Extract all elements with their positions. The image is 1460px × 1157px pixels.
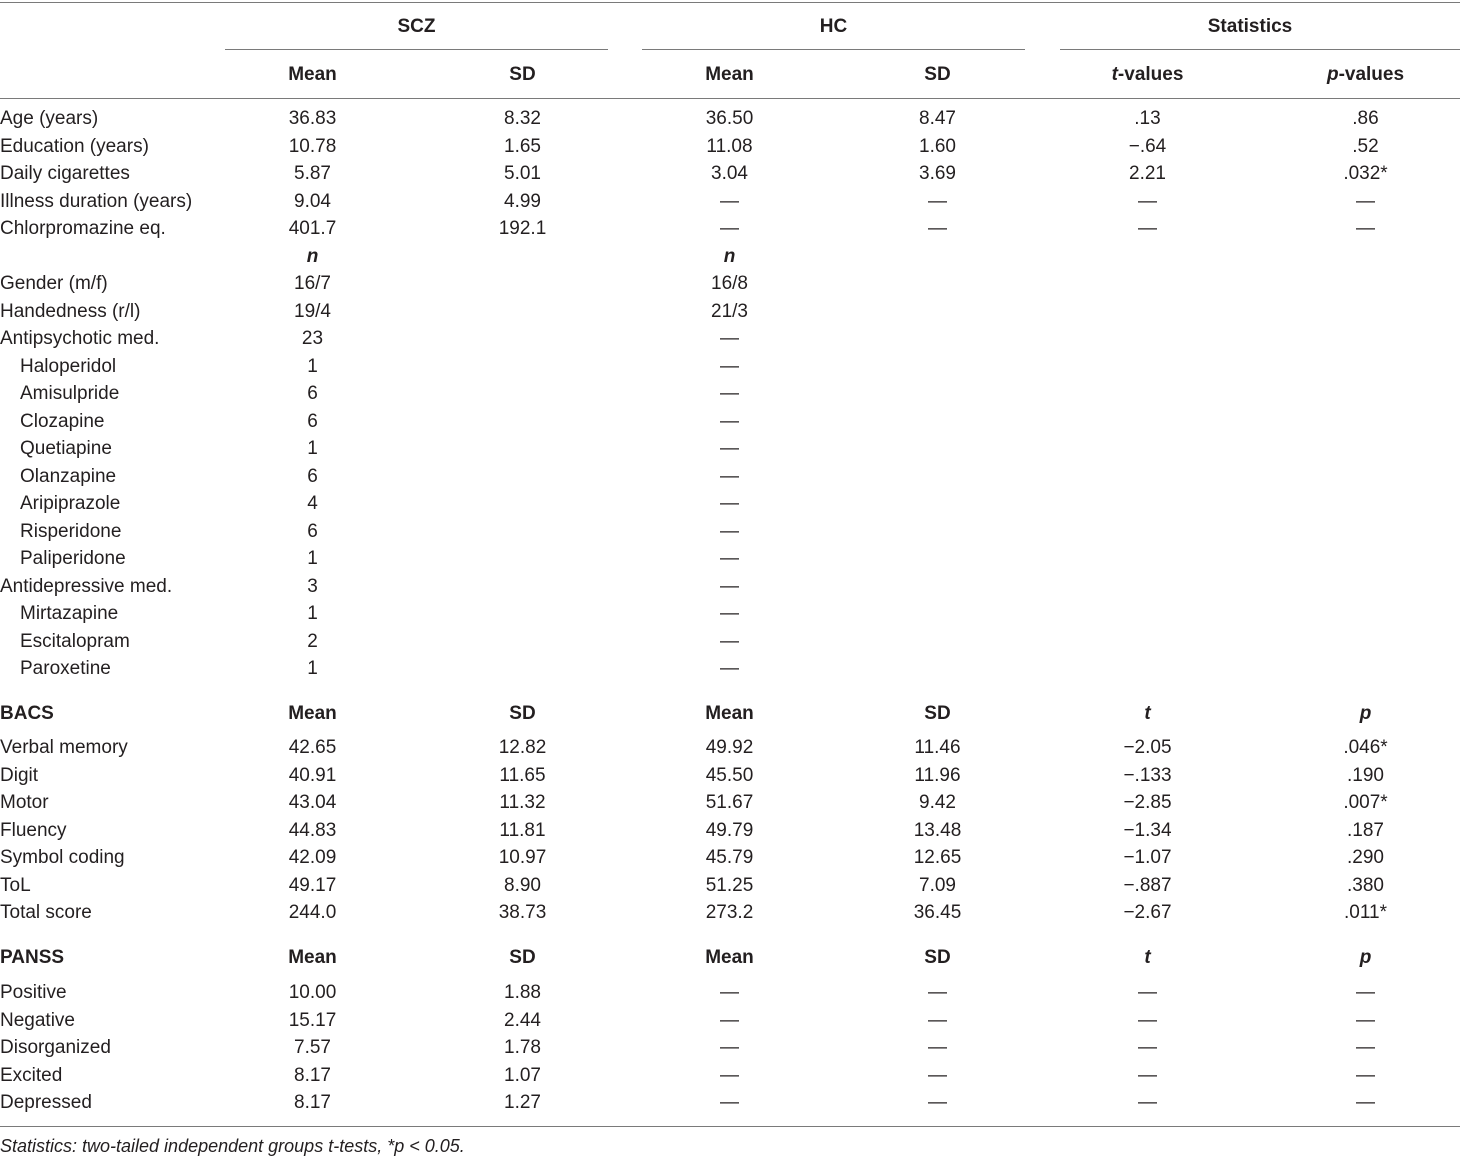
cell-scz-mean: 42.65 [288, 737, 337, 758]
cell-scz-sd: 192.1 [498, 218, 547, 239]
cell-p-value: .032* [1343, 163, 1388, 184]
cell-label: Amisulpride [20, 383, 120, 404]
cell-label: ToL [0, 874, 31, 896]
cell-t-value: — [1138, 190, 1157, 212]
panss-header-scz-sd: SD [509, 947, 536, 968]
cell-label: Clozapine [20, 410, 105, 432]
table-row [0, 735, 1460, 761]
cell-hc-sd: — [928, 1037, 947, 1058]
cell-label: Mirtazapine [20, 603, 119, 624]
cell-label: Antidepressive med. [0, 575, 173, 597]
n-header-row [0, 244, 1460, 270]
n-header-scz: n [306, 246, 319, 267]
cell-scz-mean: 43.04 [288, 792, 337, 813]
cell-scz-mean: 5.87 [294, 163, 331, 184]
cell-scz-mean: 244.0 [288, 902, 337, 923]
cell-scz-n: 1 [307, 438, 318, 459]
cell-hc-n: 16/8 [711, 273, 748, 294]
table-row [0, 873, 1460, 899]
cell-t-value: −1.07 [1123, 847, 1172, 868]
cell-hc-sd: — [928, 982, 947, 1003]
table-row [0, 519, 1460, 545]
panss-header-p-value: p [1359, 947, 1372, 968]
cell-hc-n: — [720, 438, 739, 459]
cell-scz-sd: 1.07 [504, 1064, 541, 1086]
cell-scz-n: 1 [307, 658, 318, 679]
table-row [0, 1035, 1460, 1061]
cell-scz-mean: 36.83 [288, 108, 337, 129]
cell-p-value: — [1356, 1037, 1375, 1058]
table-row [0, 134, 1460, 160]
cell-label: Fluency [0, 819, 67, 841]
col-scz-mean: Mean [288, 64, 337, 85]
cell-p-value: .190 [1347, 764, 1384, 786]
cell-scz-sd: 11.32 [499, 792, 546, 813]
cell-hc-sd: 3.69 [919, 163, 956, 184]
t-suffix: -values [1117, 64, 1184, 85]
table-footnote: Statistics: two-tailed independent groups t-tests, *p < 0.05. [0, 1136, 465, 1156]
cell-scz-mean: 42.09 [288, 847, 337, 868]
cell-hc-mean: 45.79 [705, 847, 754, 868]
cell-hc-mean: 3.04 [711, 163, 748, 184]
panss-header-label: PANSS [0, 947, 65, 968]
cell-hc-sd: 11.46 [914, 737, 961, 758]
cell-t-value: .13 [1134, 108, 1161, 129]
cell-t-value: −.887 [1123, 874, 1172, 896]
cell-hc-sd: 36.45 [913, 902, 962, 923]
cell-hc-mean: 11.08 [706, 135, 753, 157]
cell-hc-sd: — [928, 1064, 947, 1086]
cell-label: Motor [0, 792, 49, 813]
cell-hc-mean: 49.92 [705, 737, 754, 758]
group-header-statistics: Statistics [1207, 16, 1293, 37]
cell-hc-n: — [720, 355, 739, 377]
cell-label: Depressed [0, 1092, 92, 1113]
cell-scz-mean: 49.17 [288, 874, 337, 896]
table-row [0, 326, 1460, 352]
cell-scz-n: 6 [307, 465, 318, 487]
cell-hc-n: — [720, 520, 739, 542]
cell-scz-sd: 10.97 [498, 847, 547, 868]
cell-label: Escitalopram [20, 630, 130, 652]
cell-label: Verbal memory [0, 737, 128, 758]
table-row [0, 656, 1460, 682]
cell-scz-mean: 10.00 [288, 982, 337, 1003]
cell-scz-sd: 8.90 [504, 874, 541, 896]
cell-hc-mean: 51.67 [705, 792, 754, 813]
panss-header-hc-mean: Mean [705, 947, 754, 968]
cell-label: Olanzapine [20, 465, 117, 487]
cell-t-value: — [1138, 1037, 1157, 1058]
cell-label: Total score [0, 902, 92, 923]
cell-scz-sd: 1.65 [504, 135, 541, 157]
cell-hc-sd: — [928, 1092, 947, 1113]
cell-p-value: — [1356, 1092, 1375, 1113]
cell-t-value: — [1138, 1064, 1157, 1086]
bacs-header-hc-sd: SD [924, 703, 951, 724]
t-italic: t [1111, 64, 1118, 85]
cell-p-value: .007* [1343, 792, 1388, 813]
cell-scz-sd: 12.82 [498, 737, 547, 758]
cell-t-value: −1.34 [1123, 819, 1172, 841]
col-hc-mean: Mean [705, 64, 754, 85]
cell-scz-sd: 4.99 [504, 190, 541, 212]
cell-p-value: .290 [1347, 847, 1384, 868]
cell-scz-mean: 401.7 [288, 218, 337, 239]
cell-label: Positive [0, 982, 67, 1003]
cell-scz-mean: 7.57 [294, 1037, 331, 1058]
cell-t-value: −.64 [1128, 135, 1167, 157]
cell-label: Symbol coding [0, 847, 125, 868]
cell-p-value: — [1356, 190, 1375, 212]
table-row [0, 381, 1460, 407]
cell-label: Negative [0, 1009, 75, 1031]
cell-scz-mean: 40.91 [288, 764, 337, 786]
cell-scz-n: 19/4 [294, 300, 331, 322]
cell-scz-mean: 44.83 [288, 819, 337, 841]
panss-section-header [0, 945, 1460, 971]
cell-hc-mean: 273.2 [705, 902, 754, 923]
table-row [0, 271, 1460, 297]
cell-hc-n: — [720, 575, 739, 597]
cell-hc-sd: 12.65 [913, 847, 962, 868]
cell-scz-n: 1 [307, 355, 318, 377]
cell-hc-n: — [720, 548, 739, 569]
table-row [0, 106, 1460, 132]
cell-label: Antipsychotic med. [0, 328, 160, 349]
header-bottom-rule [0, 98, 1460, 99]
cell-label: Handedness (r/l) [0, 300, 141, 322]
table-row [0, 790, 1460, 816]
cell-hc-n: — [720, 658, 739, 679]
cell-hc-sd: — [928, 1009, 947, 1031]
p-italic: p [1326, 64, 1339, 85]
cell-p-value: — [1356, 1009, 1375, 1031]
cell-hc-sd: 1.60 [919, 135, 956, 157]
cell-scz-sd: 11.65 [499, 764, 546, 786]
col-p-values [1278, 62, 1453, 88]
cell-scz-sd: 1.27 [504, 1092, 541, 1113]
bacs-section-header [0, 701, 1460, 727]
table-row [0, 546, 1460, 572]
table-row [0, 436, 1460, 462]
cell-scz-sd: 38.73 [498, 902, 547, 923]
cell-label: Haloperidol [20, 355, 117, 377]
cell-label: Excited [0, 1064, 63, 1086]
cell-scz-n: 1 [307, 548, 318, 569]
table-row [0, 818, 1460, 844]
cell-label: Chlorpromazine eq. [0, 218, 166, 239]
n-header-hc: n [723, 246, 736, 267]
cell-t-value: — [1138, 1009, 1157, 1031]
cell-label: Illness duration (years) [0, 190, 193, 212]
cell-scz-sd: 11.81 [499, 819, 546, 841]
cell-t-value: −2.05 [1123, 737, 1172, 758]
table-row [0, 299, 1460, 325]
cell-p-value: — [1356, 982, 1375, 1003]
cell-p-value: .86 [1352, 108, 1379, 129]
cell-t-value: — [1138, 218, 1157, 239]
bacs-header-hc-mean: Mean [705, 703, 754, 724]
cell-hc-n: — [720, 383, 739, 404]
cell-hc-mean: 49.79 [705, 819, 754, 841]
bacs-header-scz-sd: SD [509, 703, 536, 724]
table-row [0, 409, 1460, 435]
cell-hc-sd: 8.47 [919, 108, 956, 129]
cell-label: Education (years) [0, 135, 149, 157]
cell-scz-n: 1 [307, 603, 318, 624]
group-rule-scz [225, 49, 608, 50]
table-row [0, 900, 1460, 926]
col-scz-sd: SD [509, 64, 536, 85]
table-row [0, 216, 1460, 242]
table-row [0, 1090, 1460, 1116]
cell-t-value: −2.67 [1123, 902, 1172, 923]
cell-scz-n: 4 [307, 493, 318, 514]
bacs-header-p-value: p [1359, 703, 1372, 724]
cell-scz-n: 2 [307, 630, 318, 652]
cell-scz-n: 6 [307, 520, 318, 542]
column-header-row [0, 62, 1460, 88]
cell-label: Paroxetine [20, 658, 111, 679]
table-row [0, 464, 1460, 490]
group-header-hc: HC [819, 16, 848, 37]
cell-hc-n: — [720, 328, 739, 349]
cell-label: Digit [0, 764, 39, 786]
cell-label: Risperidone [20, 520, 122, 542]
cell-hc-mean: 36.50 [705, 108, 754, 129]
cell-hc-n: — [720, 603, 739, 624]
cell-hc-sd: 11.96 [914, 764, 961, 786]
group-rule-statistics [1060, 49, 1460, 50]
cell-hc-mean: — [720, 1092, 739, 1113]
cell-hc-sd: 7.09 [919, 874, 956, 896]
cell-p-value: — [1356, 218, 1375, 239]
cell-scz-mean: 10.78 [288, 135, 337, 157]
table-row [0, 574, 1460, 600]
cell-scz-mean: 15.17 [288, 1009, 337, 1031]
cell-scz-n: 16/7 [294, 273, 331, 294]
cell-hc-n: 21/3 [711, 300, 748, 322]
cell-label: Daily cigarettes [0, 163, 130, 184]
group-header-scz: SCZ [397, 16, 436, 37]
table-row [0, 1008, 1460, 1034]
table-row [0, 980, 1460, 1006]
cell-hc-mean: — [720, 218, 739, 239]
table-row [0, 189, 1460, 215]
cell-p-value: — [1356, 1064, 1375, 1086]
table-row [0, 601, 1460, 627]
cell-hc-mean: — [720, 1064, 739, 1086]
cell-label: Aripiprazole [20, 493, 121, 514]
p-suffix: -values [1338, 64, 1405, 85]
table-row [0, 629, 1460, 655]
cell-hc-n: — [720, 630, 739, 652]
cell-scz-mean: 9.04 [294, 190, 331, 212]
col-t-values [1060, 62, 1235, 88]
cell-label: Disorganized [0, 1037, 111, 1058]
cell-t-value: — [1138, 1092, 1157, 1113]
cell-t-value: — [1138, 982, 1157, 1003]
cell-scz-sd: 2.44 [504, 1009, 541, 1031]
panss-header-scz-mean: Mean [288, 947, 337, 968]
cell-t-value: −2.85 [1123, 792, 1172, 813]
cell-scz-n: 23 [301, 328, 324, 349]
cell-hc-n: — [720, 493, 739, 514]
cell-p-value: .52 [1352, 135, 1379, 157]
table-row [0, 763, 1460, 789]
col-hc-sd: SD [924, 64, 951, 85]
cell-scz-mean: 8.17 [294, 1092, 331, 1113]
bacs-header-scz-mean: Mean [288, 703, 337, 724]
cell-hc-mean: — [720, 1037, 739, 1058]
cell-hc-sd: 13.48 [913, 819, 962, 841]
cell-label: Age (years) [0, 108, 99, 129]
cell-label: Gender (m/f) [0, 273, 108, 294]
cell-label: Quetiapine [20, 438, 112, 459]
table-row [0, 161, 1460, 187]
cell-scz-n: 6 [307, 383, 318, 404]
bacs-header-label: BACS [0, 703, 54, 724]
panss-header-t-value: t [1144, 947, 1151, 968]
cell-hc-n: — [720, 410, 739, 432]
cell-scz-sd: 8.32 [504, 108, 541, 129]
cell-hc-sd: 9.42 [919, 792, 956, 813]
cell-p-value: .187 [1347, 819, 1384, 841]
cell-p-value: .380 [1347, 874, 1384, 896]
cell-hc-sd: — [928, 218, 947, 239]
table-row [0, 354, 1460, 380]
cell-p-value: .011* [1344, 902, 1387, 923]
cell-label: Paliperidone [20, 548, 126, 569]
cell-hc-mean: — [720, 982, 739, 1003]
cell-scz-sd: 1.88 [504, 982, 541, 1003]
cell-scz-n: 6 [307, 410, 318, 432]
table-row [0, 491, 1460, 517]
table-row [0, 845, 1460, 871]
cell-p-value: .046* [1343, 737, 1388, 758]
table-bottom-rule [0, 1126, 1460, 1127]
cell-hc-mean: 51.25 [705, 874, 754, 896]
cell-scz-sd: 1.78 [504, 1037, 541, 1058]
cell-hc-mean: — [720, 1009, 739, 1031]
cell-hc-mean: — [720, 190, 739, 212]
cell-hc-sd: — [928, 190, 947, 212]
cell-hc-mean: 45.50 [705, 764, 754, 786]
group-rule-hc [642, 49, 1025, 50]
bacs-header-t-value: t [1144, 703, 1151, 724]
cell-t-value: −.133 [1123, 764, 1172, 786]
cell-scz-n: 3 [307, 575, 318, 597]
cell-scz-sd: 5.01 [504, 163, 541, 184]
panss-header-hc-sd: SD [924, 947, 951, 968]
table-row [0, 1063, 1460, 1089]
table-top-rule [0, 2, 1460, 3]
cell-hc-n: — [720, 465, 739, 487]
cell-t-value: 2.21 [1129, 163, 1166, 184]
cell-scz-mean: 8.17 [294, 1064, 331, 1086]
